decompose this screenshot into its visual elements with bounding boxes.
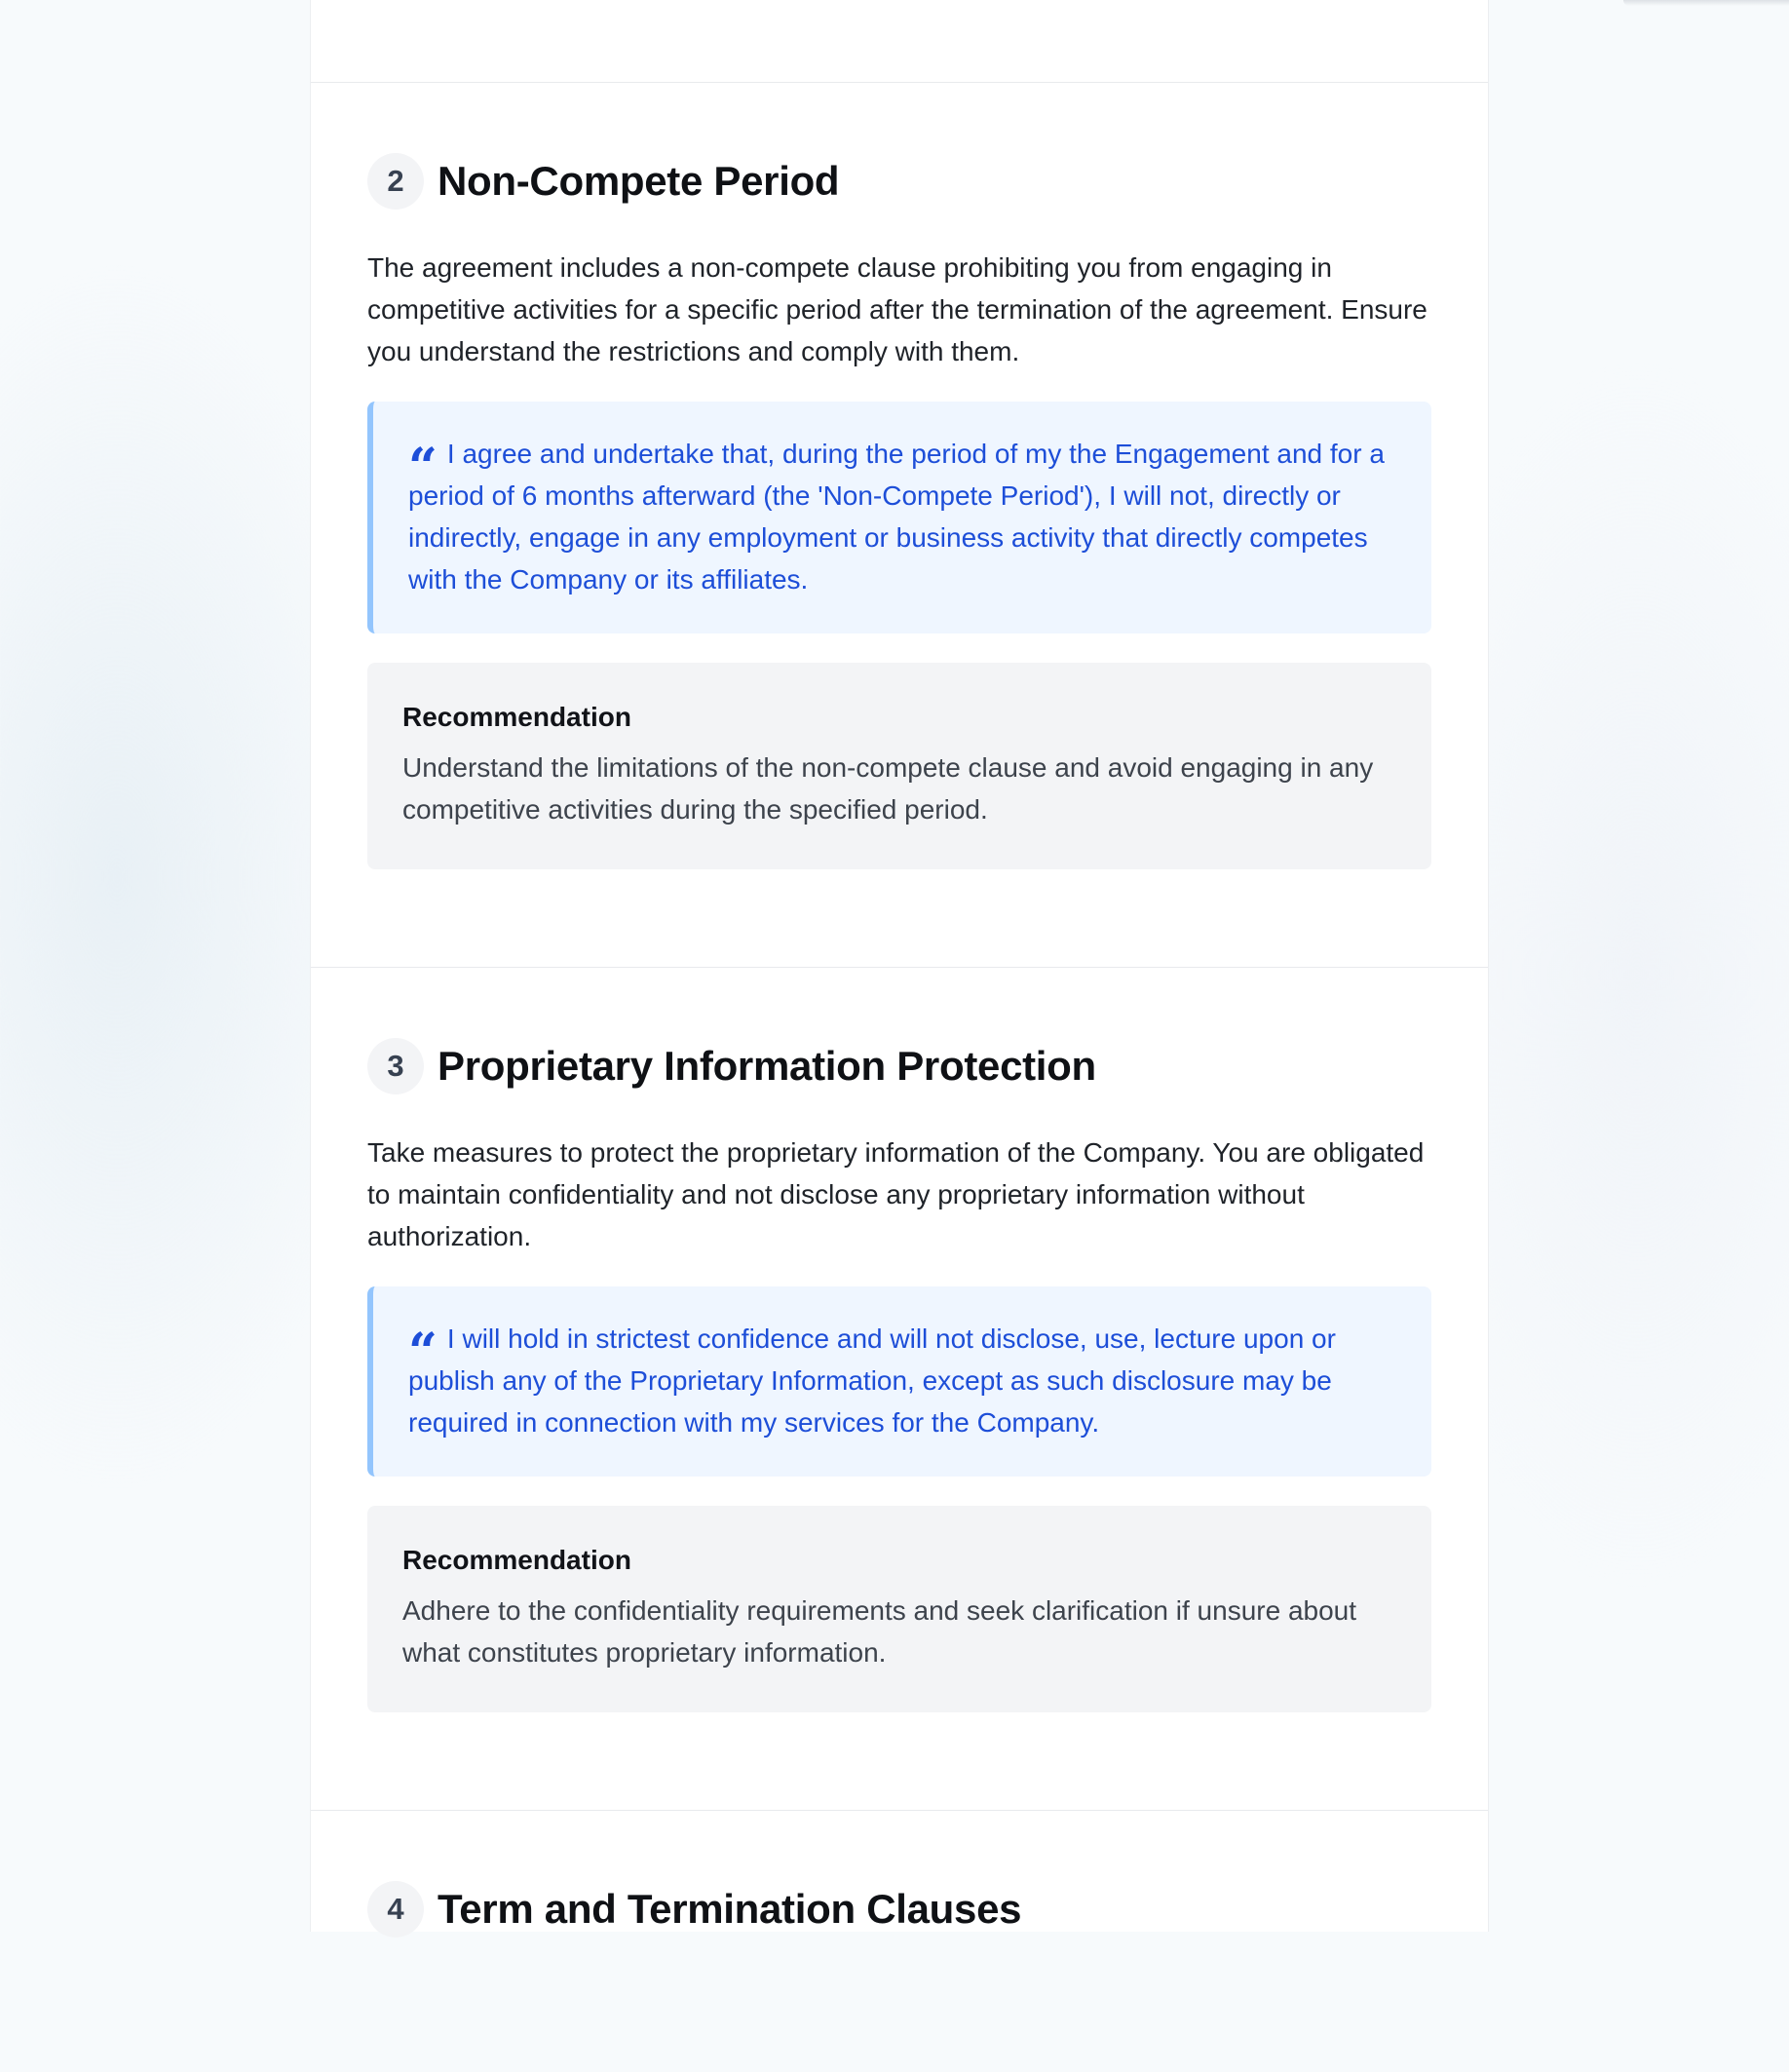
clause-quote (367, 402, 1431, 633)
section-non-compete-period (311, 83, 1488, 967)
clause-quote-content: I will hold in strictest confidence and will not disclose, use, lecture upon or publish any of the Proprietary Information, except as such disclosure may be required in connection with my services for the Company. (408, 1324, 1336, 1438)
section-term-termination (311, 1811, 1488, 2072)
section-proprietary-information (311, 968, 1488, 1810)
recommendation-box (367, 663, 1431, 869)
section-heading (367, 1881, 1431, 1938)
previous-section-end (311, 0, 1488, 82)
section-heading (367, 153, 1431, 210)
clause-quote (367, 1286, 1431, 1477)
section-description: Take measures to protect the proprietary information of the Company. You are obligated to maintain confidentiality and not disclose any proprietary information without authorization. (367, 1137, 1425, 1251)
clause-quote-text: “ I will hold in strictest confidence and will not disclose, use, lecture upon or publish any of the Proprietary Information, except as such disclosure may be required in connection with my services for the Company. (408, 1323, 1336, 1438)
section-description: The agreement includes a non-compete clause prohibiting you from engaging in competitive activities for a specific period after the termination of the agreement. Ensure you understand the restrictions and comply with them. (367, 252, 1427, 366)
section-heading (367, 1038, 1431, 1094)
top-right-shadow (1623, 0, 1789, 6)
recommendation-title: Recommendation (402, 1545, 631, 1575)
recommendation-title: Recommendation (402, 702, 631, 732)
section-number-badge: 4 (367, 1881, 424, 1938)
recommendation-text: Adhere to the confidentiality requirements and seek clarification if unsure about what constitutes proprietary information. (402, 1595, 1357, 1668)
section-number-badge: 2 (367, 153, 424, 210)
section-title: Proprietary Information Protection (438, 1043, 1096, 1089)
clause-quote-text: “ I agree and undertake that, during the period of my the Engagement and for a period of 6 months afterward (the 'Non-Compete Period'), I will not, directly or indirectly, engage in any employment or business activity that directly competes with the Company or its affiliates. (408, 438, 1385, 595)
report-page (310, 0, 1489, 1932)
section-title: Term and Termination Clauses (438, 1886, 1022, 1932)
recommendation-text: Understand the limitations of the non-compete clause and avoid engaging in any competitive activities during the specified period. (402, 752, 1374, 825)
section-number-badge: 3 (367, 1038, 424, 1094)
recommendation-box (367, 1506, 1431, 1712)
clause-quote-content: I agree and undertake that, during the period of my the Engagement and for a period of 6 months afterward (the 'Non-Compete Period'), I will not, directly or indirectly, engage in any employment or business activity that directly competes with the Company or its affiliates. (408, 439, 1385, 595)
section-title: Non-Compete Period (438, 158, 840, 204)
